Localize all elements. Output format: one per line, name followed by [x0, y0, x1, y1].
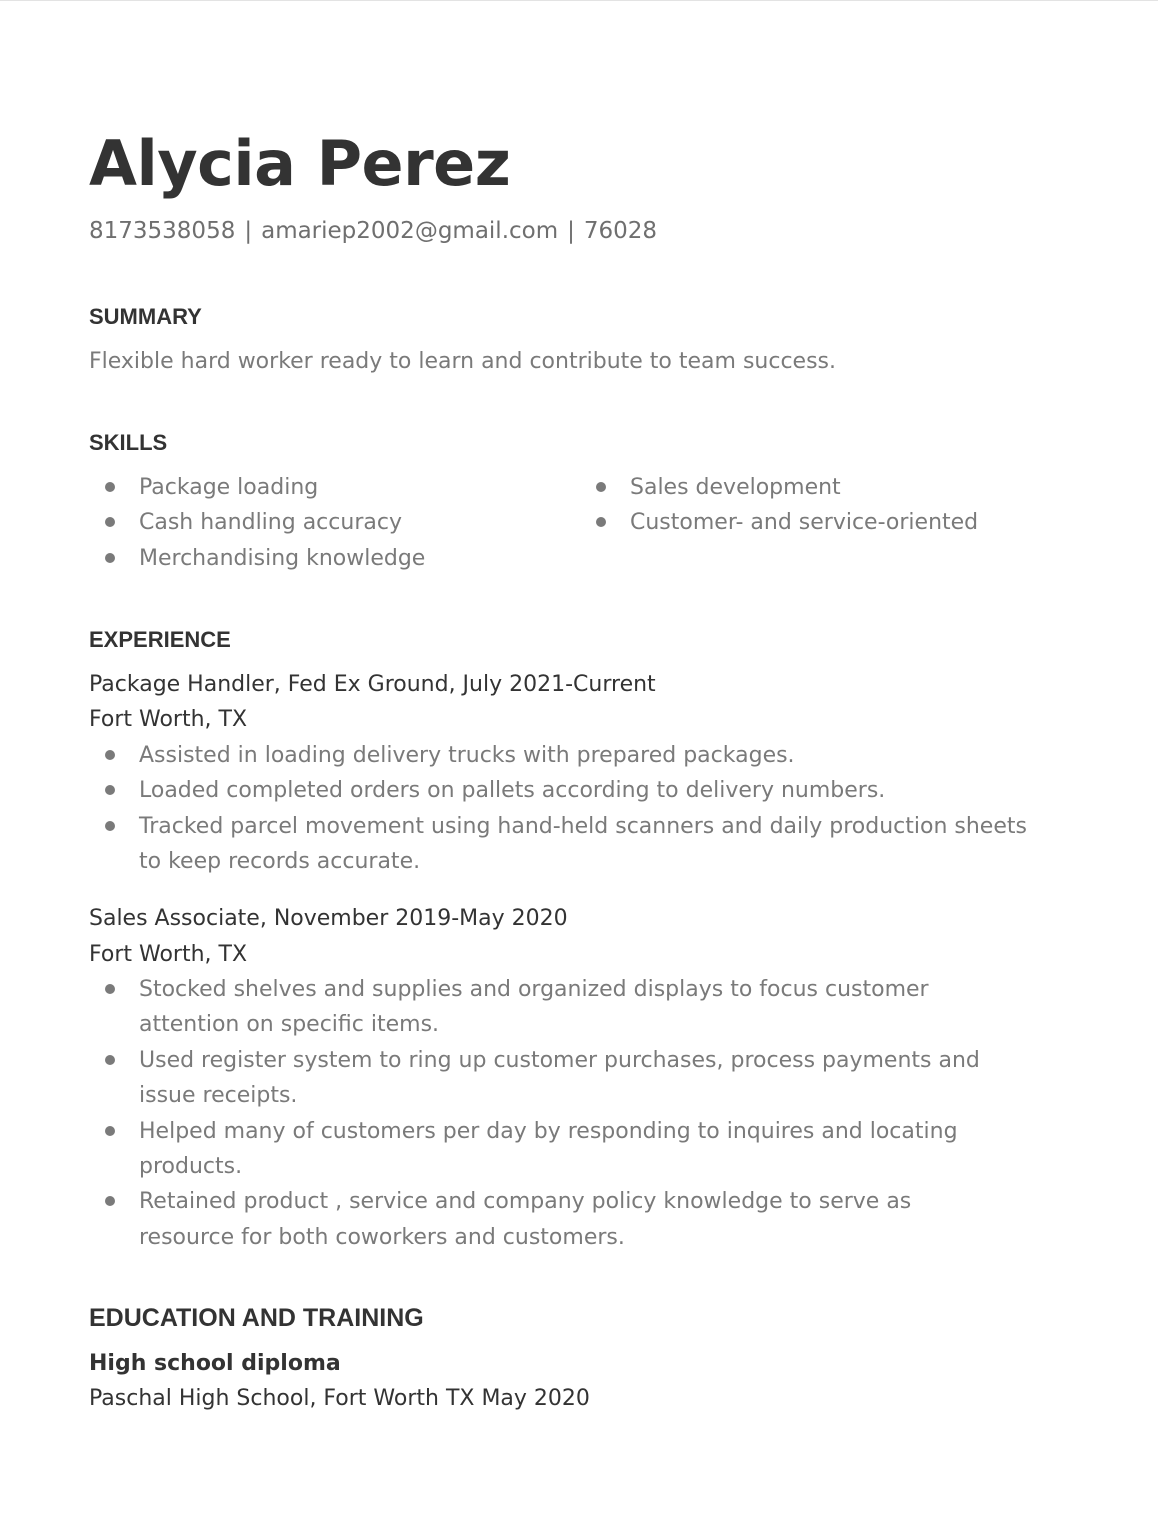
contact-line [89, 214, 657, 248]
skills-list-left [89, 470, 579, 576]
skill-text: Package loading [139, 475, 319, 500]
page-top-border [0, 0, 1158, 1]
skill-item [580, 470, 1070, 505]
skill-text: Cash handling accuracy [139, 510, 402, 536]
job-bullet-text: Stocked shelves and supplies and organized displays to focus customer attention on specific items. [139, 977, 929, 1038]
job-location: Fort Worth, TX [89, 707, 248, 732]
bullet-icon [105, 821, 115, 831]
bullet-icon [105, 1055, 115, 1065]
skill-item [89, 505, 579, 540]
job-bullet-text: Used register system to ring up customer purchases, process payments and issue receipts. [139, 1047, 980, 1109]
skill-item [89, 470, 579, 505]
job-bullet [89, 809, 1029, 880]
bullet-icon [105, 517, 115, 527]
skill-item [89, 541, 579, 576]
job-bullet-text: Helped many of customers per day by responding to inquires and locating products. [139, 1118, 958, 1180]
bullet-icon [105, 1196, 115, 1206]
job-bullet-text: Tracked parcel movement using hand-held scanners and daily production sheets to keep records accurate. [139, 813, 1027, 875]
summary-text: Flexible hard worker ready to learn and contribute to team success. [89, 349, 837, 374]
bullet-icon [105, 785, 115, 795]
bullet-icon [105, 750, 115, 760]
job-bullets [89, 738, 1029, 880]
skills-heading: SKILLS [89, 430, 168, 455]
skill-item [580, 505, 1070, 540]
job-bullet-text: Assisted in loading delivery trucks with prepared packages. [139, 743, 795, 768]
candidate-name: Alycia Perez [89, 127, 511, 200]
bullet-icon [105, 553, 115, 563]
school-line: Paschal High School, Fort Worth TX May 2020 [89, 1386, 590, 1411]
zip-code: 76028 [583, 218, 658, 244]
education-heading: EDUCATION AND TRAINING [89, 1304, 424, 1332]
degree-title: High school diploma [89, 1351, 341, 1376]
skill-text: Customer- and service-oriented [630, 510, 979, 536]
bullet-icon [105, 482, 115, 492]
job-title-line: Package Handler, Fed Ex Ground, July 2021-Current [89, 672, 656, 697]
job-bullet-text: Loaded completed orders on pallets according to delivery numbers. [139, 778, 886, 804]
contact-separator: | [244, 218, 253, 244]
bullet-icon [105, 984, 115, 994]
job-bullet [89, 773, 1029, 808]
job-bullet [89, 1184, 999, 1255]
job-bullet-text: Retained product , service and company policy knowledge to serve as resource for both coworkers and customers. [139, 1189, 912, 1250]
bullet-icon [596, 517, 606, 527]
job-title-line: Sales Associate, November 2019-May 2020 [89, 906, 568, 931]
job-bullet [89, 972, 999, 1043]
job-bullet [89, 1114, 1029, 1185]
email-address: amariep2002@gmail.com [261, 218, 559, 244]
skills-list-right [580, 470, 1070, 541]
bullet-icon [105, 1126, 115, 1136]
skill-text: Merchandising knowledge [139, 545, 426, 571]
job-bullet [89, 738, 1029, 773]
phone-number: 8173538058 [89, 218, 236, 244]
bullet-icon [596, 482, 606, 492]
contact-separator: | [567, 218, 575, 244]
job-bullet [89, 1043, 1029, 1114]
job-bullets [89, 972, 1029, 1255]
job-location: Fort Worth, TX [89, 942, 248, 967]
experience-heading: EXPERIENCE [89, 627, 231, 652]
skill-text: Sales development [630, 475, 841, 500]
summary-heading: SUMMARY [89, 304, 202, 329]
